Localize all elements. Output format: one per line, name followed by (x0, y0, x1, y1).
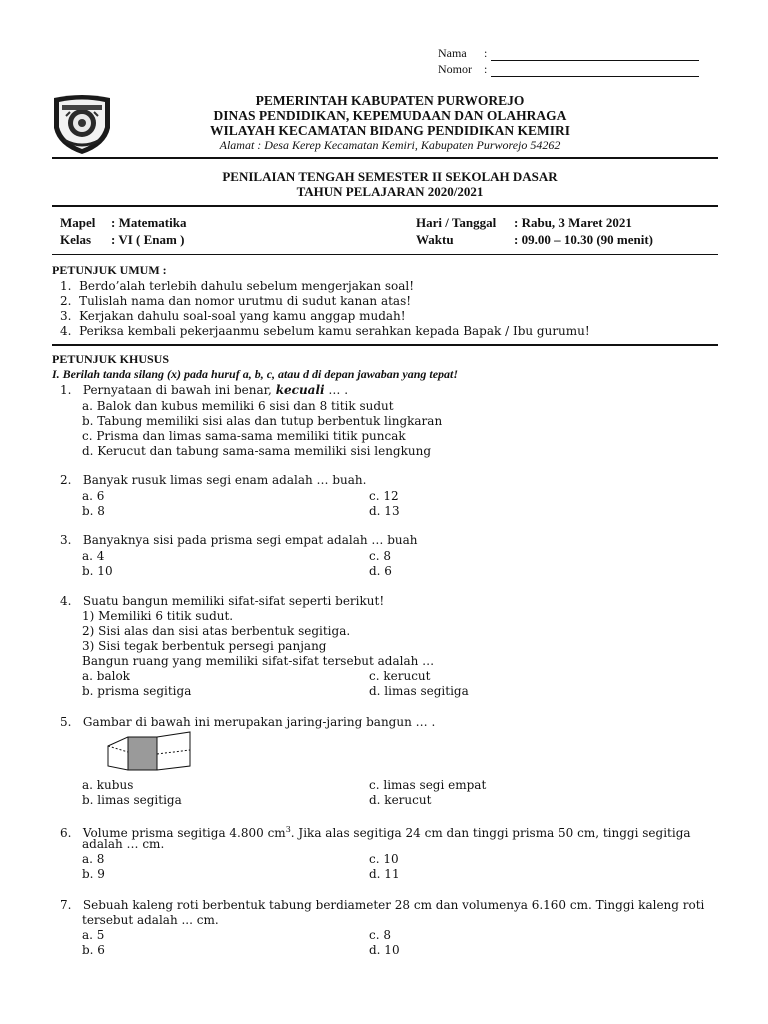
number-label: Nomor (438, 62, 472, 76)
exam-year: TAHUN PELAJARAN 2020/2021 (296, 184, 484, 199)
date-value: : Rabu, 3 Maret 2021 (514, 215, 632, 230)
class-label: Kelas (60, 232, 92, 247)
question-1: 1. Pernyataan di bawah ini benar, kecuali … . (60, 383, 349, 397)
regency-emblem (50, 92, 114, 156)
subject-label: Mapel (60, 215, 96, 230)
q2-option-a[interactable]: a. 6 (82, 489, 105, 503)
section-instruction: I. Berilah tanda silang (x) pada huruf a, b, c, atau d di depan jawaban yang tepat! (52, 367, 459, 381)
time-value: : 09.00 – 10.30 (90 menit) (514, 232, 654, 247)
q4-stem: Bangun ruang yang memiliki sifat-sifat tersebut adalah … (82, 654, 435, 668)
q4-option-d[interactable]: d. limas segitiga (369, 684, 469, 698)
q6-option-d[interactable]: d. 11 (369, 867, 400, 881)
general-divider (52, 344, 718, 346)
q7-option-a[interactable]: a. 5 (82, 928, 105, 942)
time-label: Waktu (416, 232, 454, 247)
number-row: Nomor : (438, 62, 699, 77)
q5-option-a[interactable]: a. kubus (82, 778, 134, 792)
question-4: 4. Suatu bangun memiliki sifat-sifat seperti berikut! (60, 594, 385, 608)
q4-property-2: 2) Sisi alas dan sisi atas berbentuk segitiga. (82, 624, 351, 638)
q7-option-b[interactable]: b. 6 (82, 943, 105, 957)
q1-option-c[interactable]: c. Prisma dan limas sama-sama memiliki titik puncak (82, 429, 406, 443)
q5-option-b[interactable]: b. limas segitiga (82, 793, 182, 807)
q5-option-c[interactable]: c. limas segi empat (369, 778, 487, 792)
class-value: : VI ( Enam ) (111, 232, 185, 247)
info-divider (52, 254, 718, 255)
q7-stem-line-2: tersebut adalah ... cm. (82, 913, 219, 927)
q4-option-a[interactable]: a. balok (82, 669, 130, 683)
title-divider (52, 205, 718, 207)
question-3: 3. Banyaknya sisi pada prisma segi empat adalah … buah (60, 533, 418, 547)
q2-option-c[interactable]: c. 12 (369, 489, 399, 503)
net-figure (104, 730, 194, 774)
q3-option-c[interactable]: c. 8 (369, 549, 391, 563)
letterhead-address: Alamat : Desa Kerep Kecamatan Kemiri, Kabupaten Purworejo 54262 (219, 138, 561, 152)
general-item-4: 4. Periksa kembali pekerjaanmu sebelum kamu serahkan kepada Bapak / Ibu gurumu! (60, 324, 590, 338)
q4-option-c[interactable]: c. kerucut (369, 669, 431, 683)
general-item-2: 2. Tulislah nama dan nomor urutmu di sudut kanan atas! (60, 294, 412, 308)
q3-option-a[interactable]: a. 4 (82, 549, 105, 563)
letterhead-divider (52, 157, 718, 159)
question-2: 2. Banyak rusuk limas segi enam adalah … buah. (60, 473, 367, 487)
q6-stem-line-2: adalah … cm. (82, 837, 165, 851)
q3-option-b[interactable]: b. 10 (82, 564, 113, 578)
date-label: Hari / Tanggal (416, 215, 497, 230)
question-6: 6. Volume prisma segitiga 4.800 $cm^3$. Jika alas segitiga 24 cm dan tinggi prisma 50 cm, tinggi segitiga (60, 825, 691, 840)
q4-option-b[interactable]: b. prisma segitiga (82, 684, 192, 698)
name-label: Nama (438, 46, 467, 60)
q7-option-c[interactable]: c. 8 (369, 928, 391, 942)
letterhead-line-2: DINAS PENDIDIKAN, KEPEMUDAAN DAN OLAHRAGA (213, 108, 567, 123)
q2-option-d[interactable]: d. 13 (369, 504, 400, 518)
exam-title: PENILAIAN TENGAH SEMESTER II SEKOLAH DASAR (222, 169, 558, 184)
special-heading: PETUNJUK KHUSUS (52, 352, 170, 366)
letterhead-line-3: WILAYAH KECAMATAN BIDANG PENDIDIKAN KEMIRI (209, 123, 571, 138)
general-item-3: 3. Kerjakan dahulu soal-soal yang kamu anggap mudah! (60, 309, 406, 323)
q6-option-c[interactable]: c. 10 (369, 852, 399, 866)
q6-option-a[interactable]: a. 8 (82, 852, 105, 866)
general-item-1: 1. Berdo’alah terlebih dahulu sebelum mengerjakan soal! (60, 279, 415, 293)
q1-option-b[interactable]: b. Tabung memiliki sisi alas dan tutup berbentuk lingkaran (82, 414, 443, 428)
q4-property-3: 3) Sisi tegak berbentuk persegi panjang (82, 639, 327, 653)
q2-option-b[interactable]: b. 8 (82, 504, 105, 518)
letterhead-line-1: PEMERINTAH KABUPATEN PURWOREJO (255, 93, 525, 108)
q1-option-a[interactable]: a. Balok dan kubus memiliki 6 sisi dan 8 titik sudut (82, 399, 394, 413)
question-5: 5. Gambar di bawah ini merupakan jaring-jaring bangun … . (60, 715, 436, 729)
q5-option-d[interactable]: d. kerucut (369, 793, 432, 807)
general-heading: PETUNJUK UMUM : (52, 263, 167, 277)
name-row: Nama : (438, 46, 699, 61)
question-7: 7. Sebuah kaleng roti berbentuk tabung berdiameter 28 cm dan volumenya 6.160 cm. Tinggi kaleng roti (60, 898, 705, 912)
q3-option-d[interactable]: d. 6 (369, 564, 392, 578)
number-field[interactable] (491, 65, 699, 77)
name-field[interactable] (491, 49, 699, 61)
subject-value: : Matematika (111, 215, 187, 230)
q1-option-d[interactable]: d. Kerucut dan tabung sama-sama memiliki sisi lengkung (82, 444, 432, 458)
q4-property-1: 1) Memiliki 6 titik sudut. (82, 609, 234, 623)
q6-option-b[interactable]: b. 9 (82, 867, 105, 881)
q7-option-d[interactable]: d. 10 (369, 943, 400, 957)
